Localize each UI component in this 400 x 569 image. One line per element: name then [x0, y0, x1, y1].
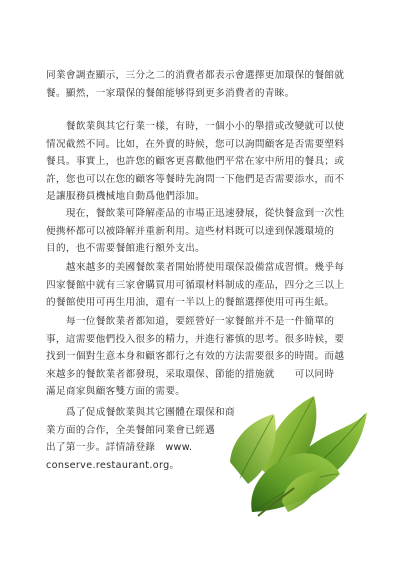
text-line: 是讓服務員機械地自動爲他們添加。	[46, 191, 206, 203]
text-line: 每一位餐飲業者都知道，要經營好一家餐館并不是一件簡單的	[46, 316, 335, 327]
text-line: 情况截然不同。比如，在外賣的時候，您可以詢問顧客是否需要塑料	[46, 138, 345, 150]
text-line: 爲了促成餐飲業與其它團體在環保和商	[46, 407, 235, 418]
paragraph-survey	[46, 67, 364, 102]
paragraph-biodegradable	[46, 205, 364, 258]
website-link-text: conserve.restaurant.org。	[46, 459, 180, 471]
text-line: 找到一個對生意本身和顧客都行之有效的方法需要很多的時間。而越	[46, 351, 345, 363]
text-line: 滿足商家與顧客雙方面的需要。	[46, 386, 186, 398]
text-line: 便携杯都可以被降解并重新利用。這些材料既可以達到保護環境的	[46, 225, 335, 237]
text-line: 業方面的合作，全美餐館同業會已經邁	[46, 424, 216, 436]
text-line: 來越多的餐飲業者都發現，采取環保、節能的措施就 可以同時	[46, 368, 335, 380]
text-line: 的餐館使用可再生用油，還有一半以上的餐館選擇使用可再生紙。	[46, 297, 335, 309]
text-line: 出了第一步。詳情請登錄 www.	[46, 442, 193, 454]
paragraph-cooperation	[46, 404, 236, 474]
text-line: 事，這需要他們投入很多的精力，并進行審慎的思考。很多時候，要	[46, 333, 345, 345]
text-line: 現在，餐飲業可降解產品的市場正迅速發展，從快餐盒到一次性	[46, 208, 345, 219]
text-line: 餐。顯然，一家環保的餐館能够得到更多消費者的青睞。	[46, 87, 295, 99]
paragraph-us-restaurants	[46, 259, 364, 312]
text-line: 餐具。事實上，也許您的顧客更喜歡他們平常在家中所用的餐具；或	[46, 156, 345, 168]
paragraph-running-restaurant	[46, 313, 364, 401]
text-line: 餐飲業與其它行業一樣，有時，一個小小的舉措或改變就可以使	[46, 121, 345, 132]
text-line: 目的，也不需要餐館進行額外支出。	[46, 243, 206, 255]
paragraph-small-changes	[46, 118, 364, 206]
text-line: 許，您也可以在您的顧客等餐時先詢問一下他們是否需要添水，而不	[46, 173, 345, 185]
text-line: 同業會調查顯示，三分之二的消費者都表示會選擇更加環保的餐館就	[46, 70, 345, 81]
text-line: 四家餐館中就有三家會購買用可循環材料制成的產品，四分之三以上	[46, 279, 345, 291]
green-leaves-illustration	[222, 392, 372, 518]
text-line: 越來越多的美國餐飲業者開始將使用環保設備當成習慣。幾乎每	[46, 262, 345, 273]
